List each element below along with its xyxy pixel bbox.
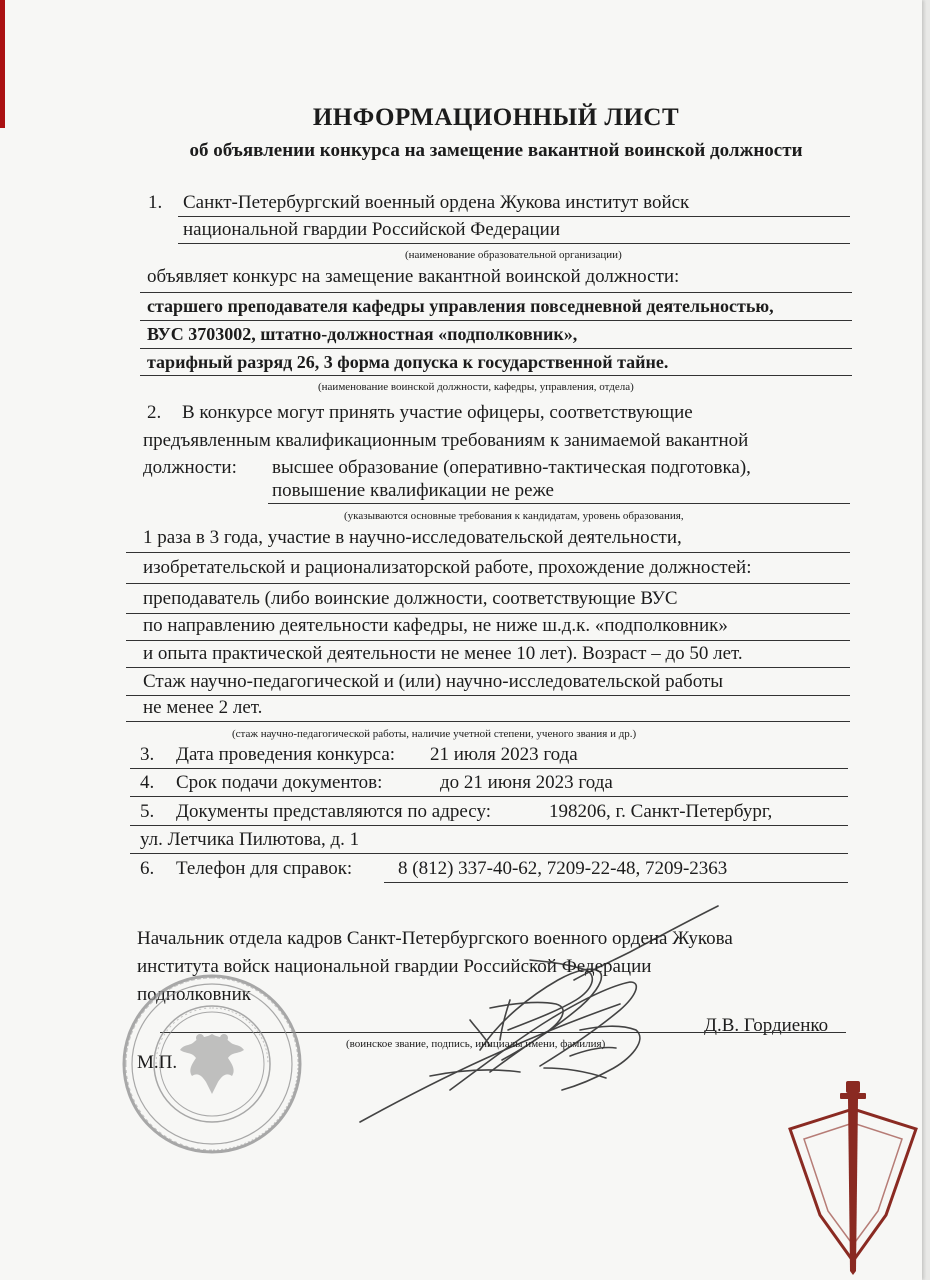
section2-line3b: высшее образование (оперативно-тактическая подготовка), <box>272 457 751 478</box>
org-line1: Санкт-Петербургский военный ордена Жукова институт войск <box>183 192 690 213</box>
section2-line1: В конкурсе могут принять участие офицеры, соответствующие <box>182 402 693 423</box>
position-line1: старшего преподавателя кафедры управления повседневной деятельностью, <box>147 296 774 316</box>
signatory-name: Д.В. Гордиенко <box>704 1015 829 1036</box>
rule <box>130 796 848 797</box>
rosgvardia-emblem-icon <box>782 1075 924 1275</box>
position-line3: тарифный разряд 26, 3 форма допуска к государственной тайне. <box>147 352 669 372</box>
rule <box>126 583 850 584</box>
section6-number: 6. <box>140 858 155 879</box>
contest-date-value: 21 июля 2023 года <box>430 744 578 765</box>
phone-value: 8 (812) 337-40-62, 7209-22-48, 7209-2363 <box>398 858 728 879</box>
rule <box>178 216 850 217</box>
rule <box>140 348 852 349</box>
rule <box>126 721 850 722</box>
position-caption: (наименование воинской должности, кафедры, управления, отдела) <box>318 381 634 393</box>
signatory-rank: подполковник <box>137 984 251 1005</box>
document-subtitle: об объявлении конкурса на замещение вакантной воинской должности <box>189 140 803 161</box>
rule <box>140 320 852 321</box>
deadline-label: Срок подачи документов: <box>176 772 383 793</box>
rule <box>384 882 848 883</box>
rule <box>178 243 850 244</box>
section2-caption1: (указываются основные требования к кандидатам, уровень образования, <box>344 510 684 522</box>
section1-number: 1. <box>148 192 163 213</box>
section2-line3a: должности: <box>143 457 237 478</box>
address-value: 198206, г. Санкт-Петербург, <box>549 801 773 822</box>
address-value2: ул. Летчика Пилютова, д. 1 <box>140 829 360 850</box>
section4-number: 4. <box>140 772 155 793</box>
rule <box>130 768 848 769</box>
rule <box>126 667 850 668</box>
rule <box>130 825 848 826</box>
section2-line2: предъявленным квалификационным требованиям к занимаемой вакантной <box>143 430 749 451</box>
rule <box>126 640 850 641</box>
section2-line11: не менее 2 лет. <box>143 697 263 718</box>
org-caption: (наименование образовательной организации) <box>405 249 622 261</box>
signatory-line2: института войск национальной гвардии Российской Федерации <box>137 956 652 977</box>
rule <box>268 503 850 504</box>
rule <box>130 853 848 854</box>
section5-number: 5. <box>140 801 155 822</box>
rule <box>126 613 850 614</box>
section2-number: 2. <box>147 402 162 423</box>
rule <box>126 552 850 553</box>
rule <box>126 695 850 696</box>
section2-line5: 1 раза в 3 года, участие в научно-исследовательской деятельности, <box>143 527 682 548</box>
section2-line6: изобретательской и рационализаторской работе, прохождение должностей: <box>143 557 752 578</box>
section2-line7: преподаватель (либо воинские должности, соответствующие ВУС <box>143 588 678 609</box>
rule <box>140 375 852 376</box>
section2-line9: и опыта практической деятельности не менее 10 лет). Возраст – до 50 лет. <box>143 643 743 664</box>
section2-caption2: (стаж научно-педагогической работы, наличие учетной степени, ученого звания и др.) <box>232 728 637 740</box>
signature-caption: (воинское звание, подпись, инициалы имени, фамилия) <box>346 1038 606 1050</box>
rule <box>140 292 852 293</box>
section2-line4: повышение квалификации не реже <box>272 480 554 501</box>
phone-label: Телефон для справок: <box>176 858 353 879</box>
contest-date-label: Дата проведения конкурса: <box>176 744 396 765</box>
signatory-line1: Начальник отдела кадров Санкт-Петербургского военного ордена Жукова <box>137 928 733 949</box>
deadline-value: до 21 июня 2023 года <box>440 772 613 793</box>
section2-line8: по направлению деятельности кафедры, не ниже ш.д.к. «подполковник» <box>143 615 728 636</box>
org-line2: национальной гвардии Российской Федерации <box>183 219 561 240</box>
section2-line10: Стаж научно-педагогической и (или) научно-исследовательской работы <box>143 671 724 692</box>
position-line2: ВУС 3703002, штатно-должностная «подполковник», <box>147 324 578 344</box>
handwritten-signature-icon <box>330 900 730 1125</box>
document-title: ИНФОРМАЦИОННЫЙ ЛИСТ <box>312 104 680 131</box>
announce-text: объявляет конкурс на замещение вакантной воинской должности: <box>147 266 680 287</box>
seal-mark: М.П. <box>137 1052 178 1073</box>
address-label: Документы представляются по адресу: <box>176 801 492 822</box>
official-seal-icon <box>120 972 304 1156</box>
section3-number: 3. <box>140 744 155 765</box>
